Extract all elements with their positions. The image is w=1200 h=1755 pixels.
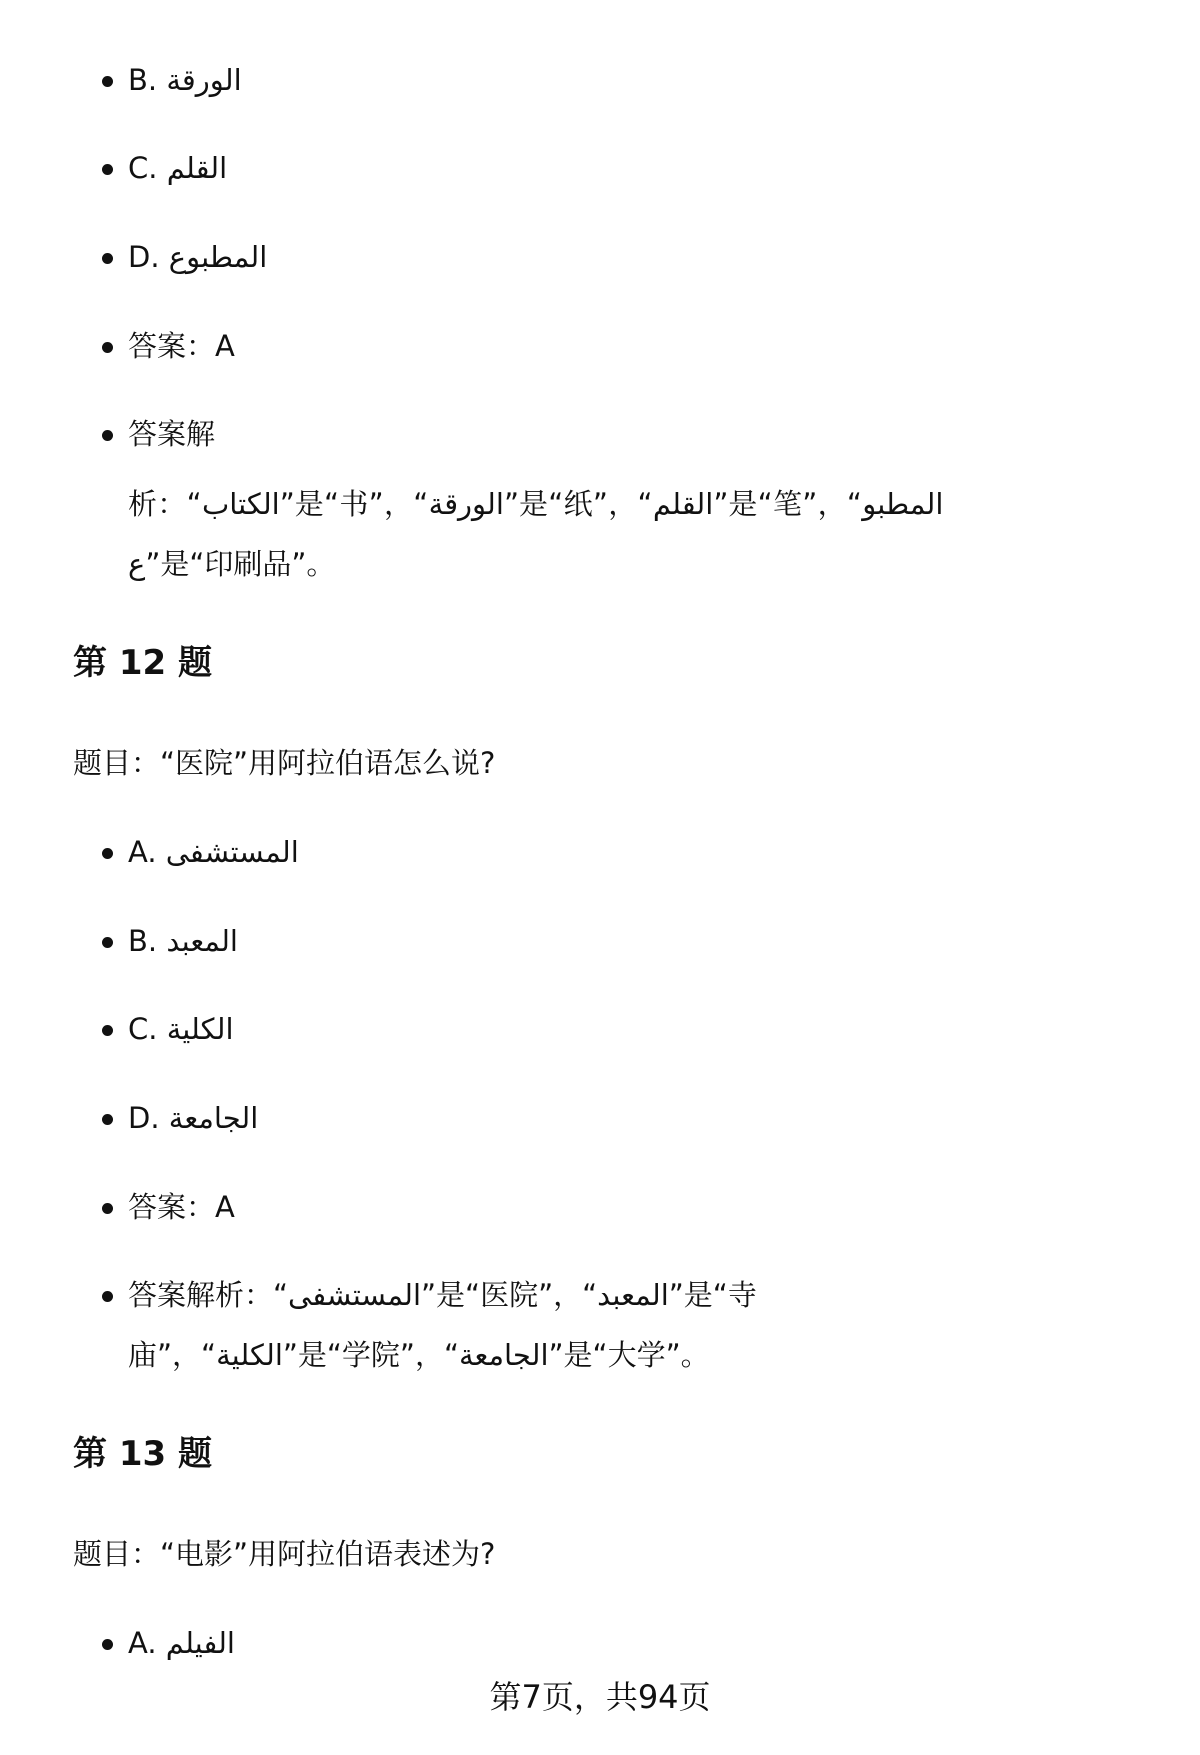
- q12-option-b: [128, 911, 238, 971]
- q11-answer: 答案：A: [128, 316, 235, 376]
- q12-explanation: 答案解析：“المستشفى”是“医院”，“المعبد”是“寺: [128, 1265, 757, 1325]
- option-text: الفيلم: [165, 1626, 235, 1660]
- option-text: القلم: [166, 151, 228, 185]
- q12-option-c: [128, 999, 234, 1059]
- q11-explanation-line2: 析：“الكتاب”是“书”，“الورقة”是“纸”，“القلم”是“笔”，“المطبو: [128, 487, 944, 521]
- option-letter: D.: [128, 1101, 169, 1135]
- q12-option-d: [128, 1088, 258, 1148]
- q12-stem: 题目：“医院”用阿拉伯语怎么说?: [73, 746, 496, 780]
- option-text: المعبد: [166, 924, 238, 958]
- q12-heading: 第 12 题: [73, 643, 212, 683]
- q11-option-b: [128, 50, 242, 110]
- option-letter: A.: [128, 835, 166, 869]
- q11-explanation: 答案解: [128, 404, 215, 464]
- q13-option-a: [128, 1613, 235, 1673]
- option-text: الكلية: [166, 1012, 234, 1046]
- option-letter: C.: [128, 1012, 167, 1046]
- q12-explanation-line2: 庙”，“الكلية”是“学院”，“الجامعة”是“大学”。: [128, 1338, 710, 1372]
- q12-answer: 答案：A: [128, 1177, 235, 1237]
- option-text: المستشفى: [165, 835, 299, 869]
- page-number-footer: 第7页，共94页: [489, 1678, 711, 1716]
- q12-option-a: [128, 822, 299, 882]
- option-letter: B.: [128, 63, 167, 97]
- option-letter: D.: [128, 240, 169, 274]
- option-letter: C.: [128, 151, 167, 185]
- option-text: الجامعة: [168, 1101, 259, 1135]
- option-letter: A.: [128, 1626, 166, 1660]
- q11-option-c: [128, 138, 227, 198]
- q11-explanation-line3: ع”是“印刷品”。: [128, 547, 336, 581]
- option-letter: B.: [128, 924, 167, 958]
- option-text: المطبوع: [168, 240, 268, 274]
- option-text: الورقة: [166, 63, 242, 97]
- q13-stem: 题目：“电影”用阿拉伯语表述为?: [73, 1537, 496, 1571]
- q11-option-d: [128, 227, 267, 287]
- q13-heading: 第 13 题: [73, 1434, 212, 1474]
